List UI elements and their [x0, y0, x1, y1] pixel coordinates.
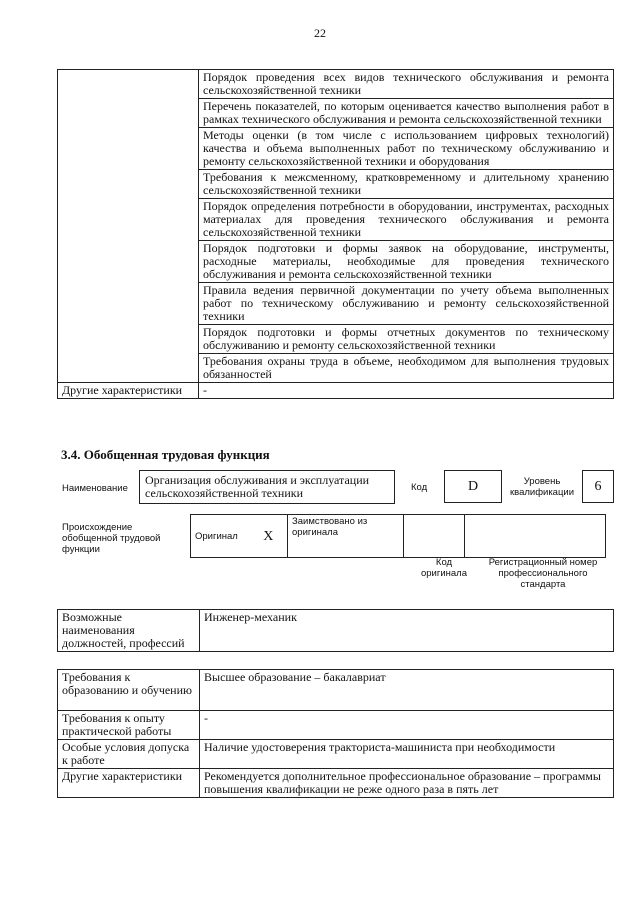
name-value: Организация обслуживания и эксплуатации сельскохозяйственной техники: [139, 470, 395, 504]
name-label: Наименование: [62, 483, 128, 494]
table-row: [58, 610, 614, 652]
requirement-value: Рекомендуется дополнительное профессиональное образование – программы повышения квалификации не реже одного раза в пять лет: [200, 769, 614, 798]
registration-caption: Регистрационный номер профессионального стандарта: [488, 557, 598, 590]
page-number: 22: [314, 26, 326, 40]
table-row: [58, 670, 614, 711]
requirement-value: Высшее образование – бакалавриат: [200, 670, 614, 711]
professions-value: Инженер-механик: [200, 610, 614, 652]
professions-table: [57, 609, 614, 652]
table-cell: Порядок определения потребности в оборудовании, инструментах, расходных материалах для проведения технического обслуживания и ремонта сельскохозяйственной техники: [199, 199, 614, 241]
requirement-label: Другие характеристики: [58, 769, 200, 798]
original-mark: X: [250, 515, 288, 558]
professions-label: Возможные наименования должностей, профессий: [58, 610, 200, 652]
other-characteristics-value: -: [199, 383, 614, 399]
table-cell: Методы оценки (в том числе с использованием цифровых технологий) качества и объема выполненных работ по техническому обслуживанию и ремонту сельскохозяйственной техники и оборудования: [199, 128, 614, 170]
requirement-label: Требования к образованию и обучению: [58, 670, 200, 711]
table-cell: Правила ведения первичной документации по учету объема выполненных работ по техническому обслуживанию и ремонту сельскохозяйственной техники: [199, 283, 614, 325]
level-label: Уровень квалификации: [509, 476, 575, 498]
requirements-table: [57, 669, 614, 798]
table-cell: Порядок проведения всех видов технического обслуживания и ремонта сельскохозяйственной техники: [199, 70, 614, 99]
borrowed-label: Заимствовано из оригинала: [288, 515, 404, 558]
level-value: 6: [582, 470, 614, 503]
table-cell: Порядок подготовки и формы заявок на оборудование, инструменты, расходные материалы, необходимые для проведения технического обслуживания и ремонта сельскохозяйственной техники: [199, 241, 614, 283]
code-label: Код: [411, 482, 428, 493]
table-row: [58, 740, 614, 769]
table-cell: Перечень показателей, по которым оценивается качество выполнения работ в рамках технического обслуживания и ремонта сельскохозяйственной техники: [199, 99, 614, 128]
table-row: [58, 769, 614, 798]
table-cell: Требования охраны труда в объеме, необходимом для выполнения трудовых обязанностей: [199, 354, 614, 383]
requirement-value: -: [200, 711, 614, 740]
table-row: [191, 515, 606, 558]
original-code-cell: [404, 515, 465, 558]
table-cell: Порядок подготовки и формы отчетных документов по техническому обслуживанию и ремонту сельскохозяйственной техники: [199, 325, 614, 354]
knowledge-table: [57, 69, 614, 399]
table-row: [58, 383, 614, 399]
requirement-label: Требования к опыту практической работы: [58, 711, 200, 740]
table-row: [58, 711, 614, 740]
section-title: 3.4. Обобщенная трудовая функция: [61, 447, 270, 462]
origin-label: Происхождение обобщенной трудовой функции: [62, 522, 161, 555]
registration-number-cell: [465, 515, 606, 558]
original-label: Оригинал: [191, 515, 250, 558]
code-caption: Код оригинала: [420, 557, 467, 579]
table-cell-left: [58, 70, 199, 383]
code-value: D: [444, 470, 502, 503]
table-cell: Требования к межсменному, кратковременному и длительному хранению сельскохозяйственной техники: [199, 170, 614, 199]
table-row: [58, 70, 614, 99]
requirement-label: Особые условия допуска к работе: [58, 740, 200, 769]
origin-table: [190, 514, 606, 558]
other-characteristics-label: Другие характеристики: [58, 383, 199, 399]
requirement-value: Наличие удостоверения тракториста-машиниста при необходимости: [200, 740, 614, 769]
